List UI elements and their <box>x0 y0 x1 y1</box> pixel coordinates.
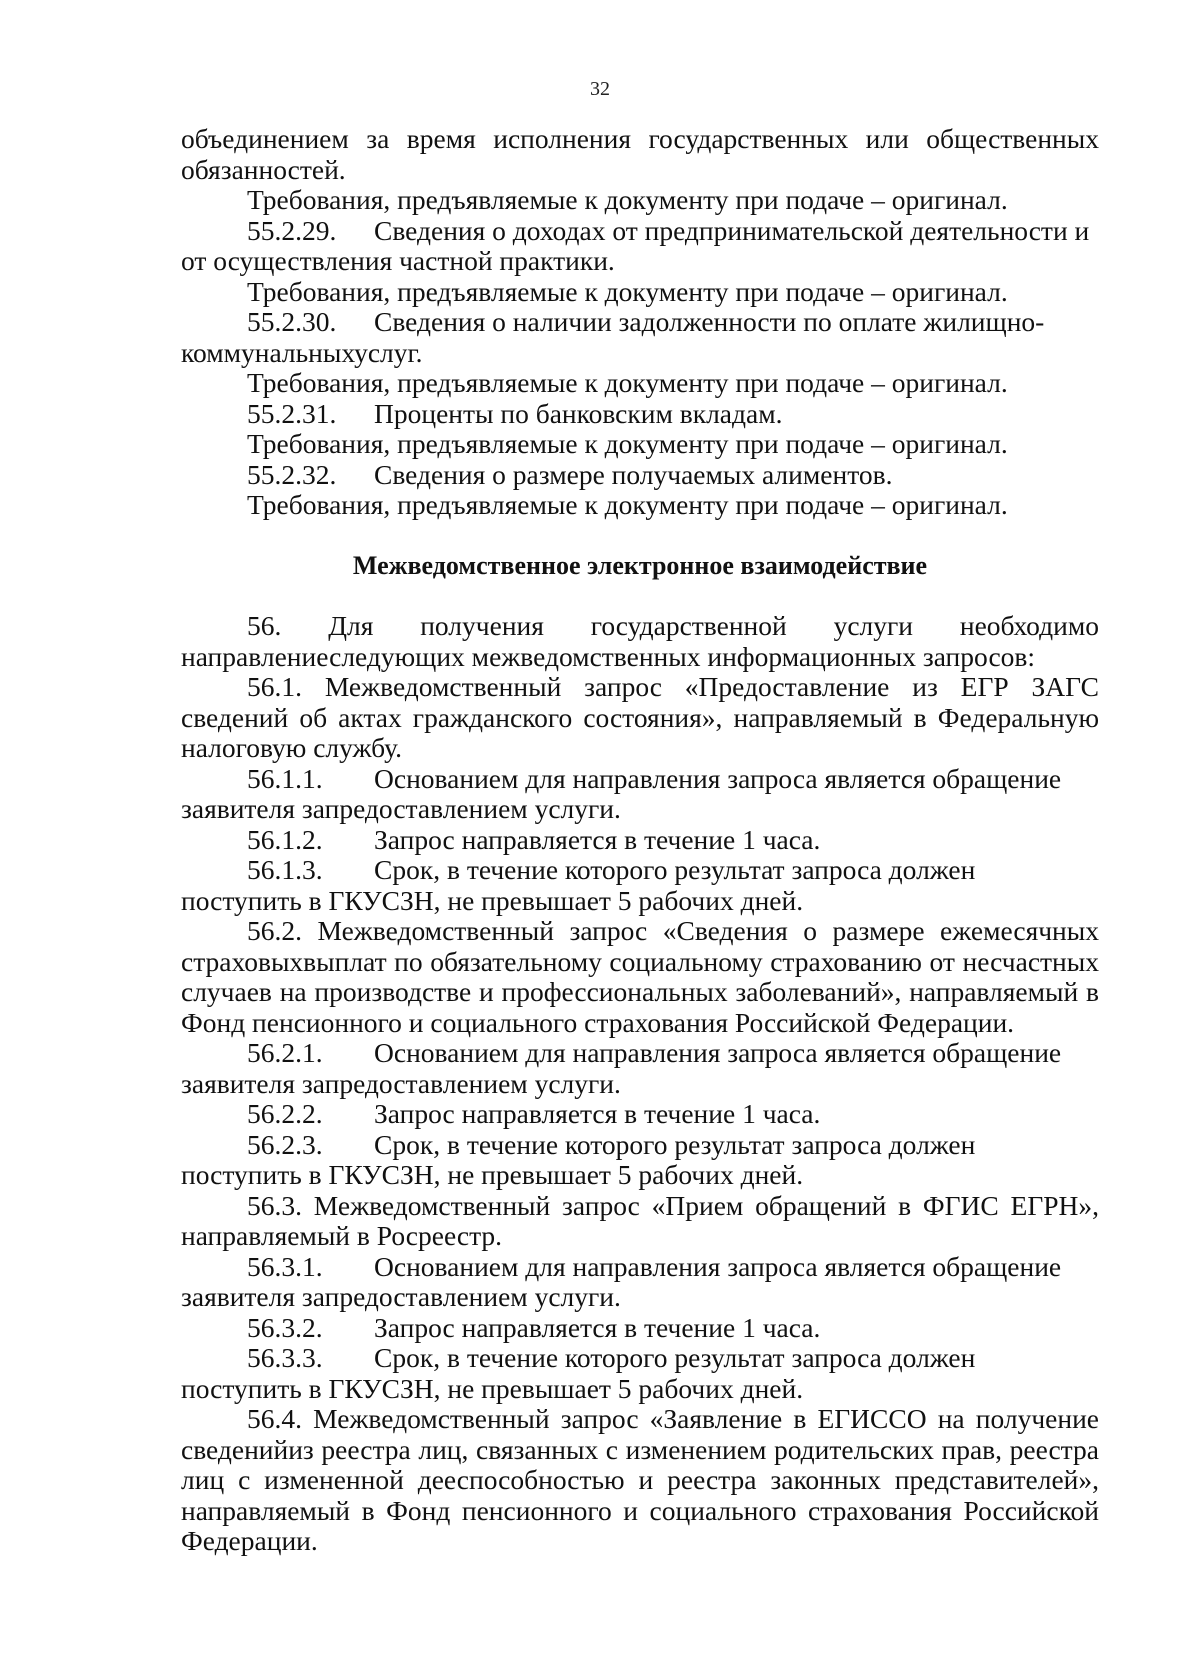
clause-text: Запрос направляется в течение 1 часа. <box>374 1311 821 1343</box>
numbered-paragraph <box>181 216 1099 247</box>
paragraph-continuation: объединением за время исполнения государственных или общественных обязанностей. <box>181 123 1099 185</box>
clause-number: 55.2.32. <box>247 458 337 490</box>
paragraph-continuation: заявителя запредоставлением услуги. <box>181 1281 621 1312</box>
numbered-paragraph <box>181 764 1099 795</box>
indented-paragraph: 56.1. Межведомственный запрос «Предоставление из ЕГР ЗАГС сведений об актах гражданского состояния», направляемый в Федеральную налоговую службу. <box>181 671 1099 763</box>
paragraph-continuation: от осуществления частной практики. <box>181 245 615 276</box>
clause-text: Сведения о доходах от предпринимательской деятельности и <box>374 214 1090 246</box>
numbered-paragraph <box>181 460 1099 491</box>
indented-paragraph: Требования, предъявляемые к документу при подаче – оригинал. <box>247 489 1008 520</box>
numbered-paragraph <box>181 1313 1099 1344</box>
clause-number: 56.3.1. <box>247 1250 323 1282</box>
numbered-paragraph <box>181 399 1099 430</box>
numbered-paragraph <box>181 1099 1099 1130</box>
clause-number: 56.1.1. <box>247 762 323 794</box>
clause-text: Срок, в течение которого результат запроса должен <box>374 1128 976 1160</box>
clause-text: Проценты по банковским вкладам. <box>374 397 783 429</box>
clause-number: 56.3.2. <box>247 1311 323 1343</box>
clause-text: Основанием для направления запроса является обращение <box>374 1037 1062 1068</box>
clause-number: 55.2.29. <box>247 214 337 246</box>
numbered-paragraph <box>181 1343 1099 1374</box>
numbered-paragraph <box>181 1130 1099 1161</box>
spacer <box>181 581 1099 611</box>
clause-number: 56.2.2. <box>247 1098 323 1129</box>
clause-text: Срок, в течение которого результат запроса должен <box>374 1342 976 1373</box>
clause-number: 55.2.30. <box>247 306 337 337</box>
spacer <box>181 521 1099 551</box>
paragraph-continuation: поступить в ГКУСЗН, не превышает 5 рабочих дней. <box>181 1159 804 1190</box>
paragraph-continuation: поступить в ГКУСЗН, не превышает 5 рабочих дней. <box>181 1372 804 1404</box>
numbered-paragraph <box>181 825 1099 856</box>
indented-paragraph: Требования, предъявляемые к документу при подаче – оригинал. <box>247 275 1008 307</box>
clause-text: Сведения о размере получаемых алиментов. <box>374 458 893 490</box>
indented-paragraph: 56.2. Межведомственный запрос «Сведения о размере ежемесячных страховыхвыплат по обязательному социальному страхованию от несчастных случаев на производстве и профессиональных заболеваний», направляемый в Фонд пенсионного и социального страхования Российской Федерации. <box>181 915 1099 1038</box>
clause-text: Срок, в течение которого результат запроса должен <box>374 854 976 885</box>
clause-number: 56.2.3. <box>247 1128 323 1160</box>
indented-paragraph: Требования, предъявляемые к документу при подаче – оригинал. <box>247 428 1008 459</box>
paragraph-continuation: заявителя запредоставлением услуги. <box>181 1067 621 1099</box>
clause-number: 56.1.2. <box>247 823 323 855</box>
numbered-paragraph <box>181 307 1099 338</box>
indented-paragraph: 56.4. Межведомственный запрос «Заявление в ЕГИССО на получение сведенийиз реестра лиц, связанных с изменением родительских прав, реестра лиц с измененной дееспособностью и реестра законных представителей», направляемый в Фонд пенсионного и социального страхования Российской Федерации. <box>181 1403 1099 1556</box>
indented-paragraph: Требования, предъявляемые к документу при подаче – оригинал. <box>247 184 1008 215</box>
clause-text: Основанием для направления запроса является обращение <box>374 762 1062 794</box>
paragraph-continuation: поступить в ГКУСЗН, не превышает 5 рабочих дней. <box>181 884 804 916</box>
paragraph-continuation: коммунальныхуслуг. <box>181 336 423 368</box>
page-number: 32 <box>590 78 610 100</box>
clause-number: 56.2.1. <box>247 1037 323 1068</box>
document-body <box>181 124 1099 1557</box>
clause-number: 56.3.3. <box>247 1342 323 1373</box>
numbered-paragraph <box>181 1038 1099 1069</box>
section-heading: Межведомственное электронное взаимодействие <box>352 550 928 580</box>
clause-number: 55.2.31. <box>247 397 337 429</box>
clause-text: Сведения о наличии задолженности по оплате жилищно- <box>374 306 1045 337</box>
numbered-paragraph <box>181 1252 1099 1283</box>
paragraph-continuation: заявителя запредоставлением услуги. <box>181 793 621 824</box>
numbered-paragraph <box>181 855 1099 886</box>
clause-number: 56.1.3. <box>247 854 323 885</box>
indented-paragraph: 56. Для получения государственной услуги необходимо направлениеследующих межведомственных информационных запросов: <box>181 610 1099 672</box>
indented-paragraph: Требования, предъявляемые к документу при подаче – оригинал. <box>247 367 1008 398</box>
clause-text: Запрос направляется в течение 1 часа. <box>374 1098 821 1129</box>
indented-paragraph: 56.3. Межведомственный запрос «Прием обращений в ФГИС ЕГРН», направляемый в Росреестр. <box>181 1189 1099 1251</box>
clause-text: Основанием для направления запроса является обращение <box>374 1250 1062 1282</box>
clause-text: Запрос направляется в течение 1 часа. <box>374 823 821 855</box>
